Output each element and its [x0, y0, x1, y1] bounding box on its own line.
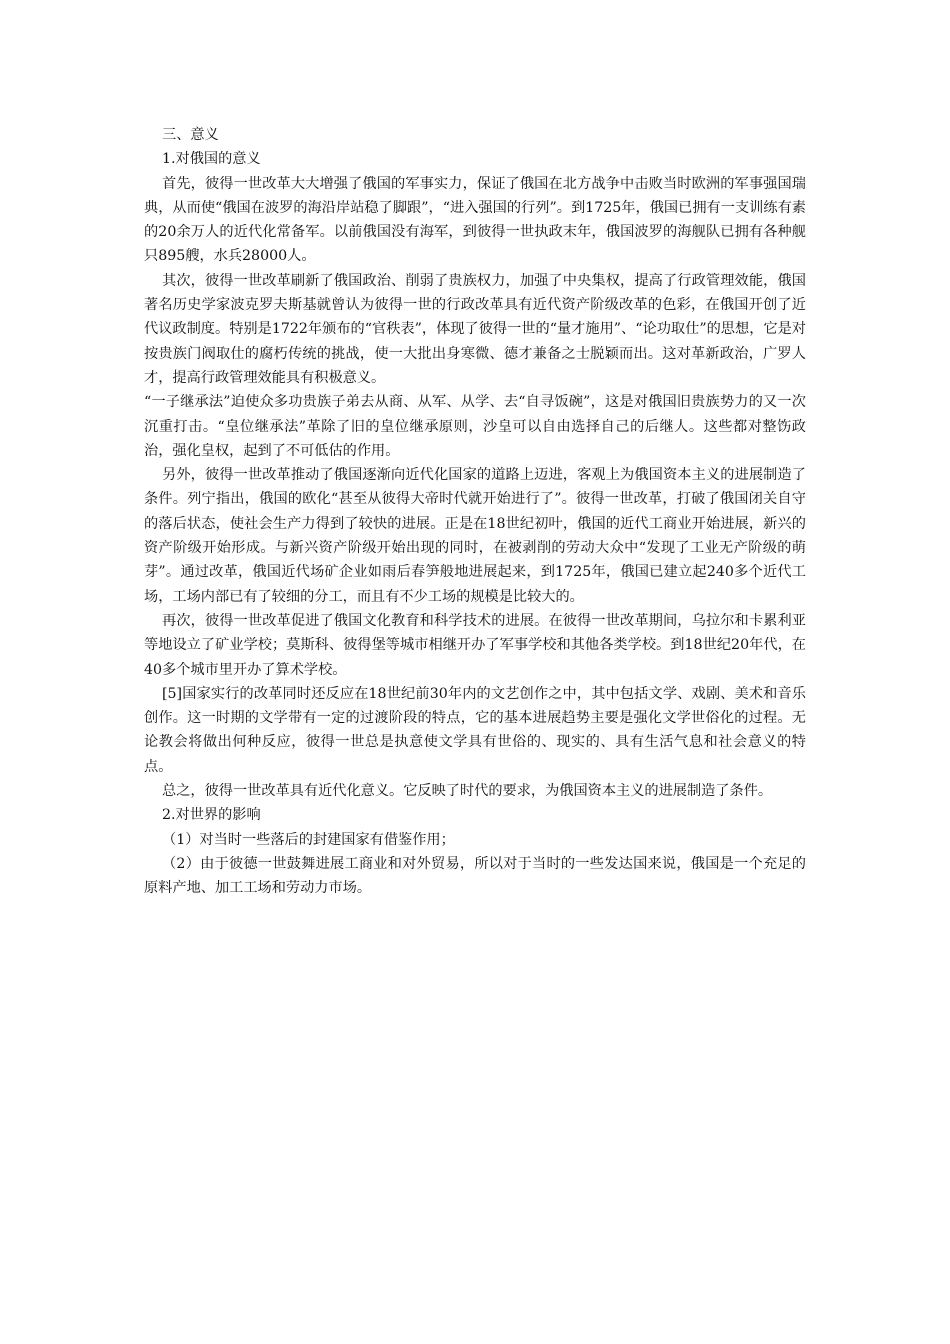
paragraph-military: 首先，彼得一世改革大大增强了俄国的军事实力，保证了俄国在北方战争中击败当时欧洲的军事强国瑞典，从而使“俄国在波罗的海沿岸站稳了脚跟”，“进入强国的行列”。到1725年，俄国已拥有一支训练有素的20余万人的近代化常备军。以前俄国没有海军，到彼得一世执政末年，俄国波罗的海舰队已拥有各种舰只895艘，水兵28000人。	[144, 175, 806, 265]
paragraph-politics: 其次，彼得一世改革刷新了俄国政治、削弱了贵族权力，加强了中央集权，提高了行政管理效能，俄国著名历史学家波克罗夫斯基就曾认为彼得一世的行政改革具有近代资产阶级改革的色彩，在俄国开创了近代议政制度。特别是1722年颁布的“官秩表”，体现了彼得一世的“量才施用”、“论功取仕”的思想，它是对按贵族门阀取仕的腐朽传统的挑战，使一大批出身寒微、德才兼备之士脱颖而出。这对革新政治，广罗人才，提高行政管理效能具有积极意义。	[144, 272, 806, 386]
subsection-title-world: 2.对世界的影响	[162, 807, 261, 824]
paragraph-education: 再次，彼得一世改革促进了俄国文化教育和科学技术的进展。在彼得一世改革期间，乌拉尔和卡累利亚等地设立了矿业学校；莫斯科、彼得堡等城市相继开办了军事学校和其他各类学校。到18世纪20年代，在40多个城市里开办了算术学校。	[144, 612, 806, 678]
paragraph-economy: 另外，彼得一世改革推动了俄国逐渐向近代化国家的道路上迈进，客观上为俄国资本主义的进展制造了条件。列宁指出，俄国的欧化“甚至从彼得大帝时代就开始进行了”。彼得一世改革，打破了俄国闭关自守的落后状态，使社会生产力得到了较快的进展。正是在18世纪初叶，俄国的近代工商业开始进展，新兴的资产阶级开始形成。与新兴资产阶级开始出现的同时，在被剥削的劳动大众中“发现了工业无产阶级的萌芽”。通过改革，俄国近代场矿企业如雨后春笋般地进展起来，到1725年，俄国已建立起240多个近代工场，工场内部已有了较细的分工，而且有不少工场的规模是比较大的。	[144, 467, 806, 605]
paragraph-succession: “一子继承法”迫使众多功贵族子弟去从商、从军、从学、去“自寻饭碗”，这是对俄国旧贵族势力的又一次沉重打击。“皇位继承法”革除了旧的皇位继承原则，沙皇可以自由选择自己的后继人。这些都对整饬政治，强化皇权，起到了不可低估的作用。	[144, 394, 806, 459]
paragraph-literature: [5]国家实行的改革同时还反应在18世纪前30年内的文艺创作之中，其中包括文学、戏剧、美术和音乐创作。这一时期的文学带有一定的过渡阶段的特点，它的基本进展趋势主要是强化文学世俗化的过程。无论教会将做出何种反应，彼得一世总是执意使文学具有世俗的、现实的、具有生活气息和社会意义的特点。	[144, 685, 806, 775]
paragraph-conclusion: 总之，彼得一世改革具有近代化意义。它反映了时代的要求，为俄国资本主义的进展制造了条件。	[162, 783, 773, 800]
list-item: （2）由于彼德一世鼓舞进展工商业和对外贸易，所以对于当时的一些发达国来说，俄国是一个充足的原料产地、加工工场和劳动力市场。	[144, 855, 806, 897]
list-item: （1）对当时一些落后的封建国家有借鉴作用；	[162, 831, 455, 848]
document-body	[144, 123, 806, 901]
subsection-title-russia: 1.对俄国的意义	[162, 151, 261, 168]
section-title: 三、意义	[162, 127, 219, 143]
